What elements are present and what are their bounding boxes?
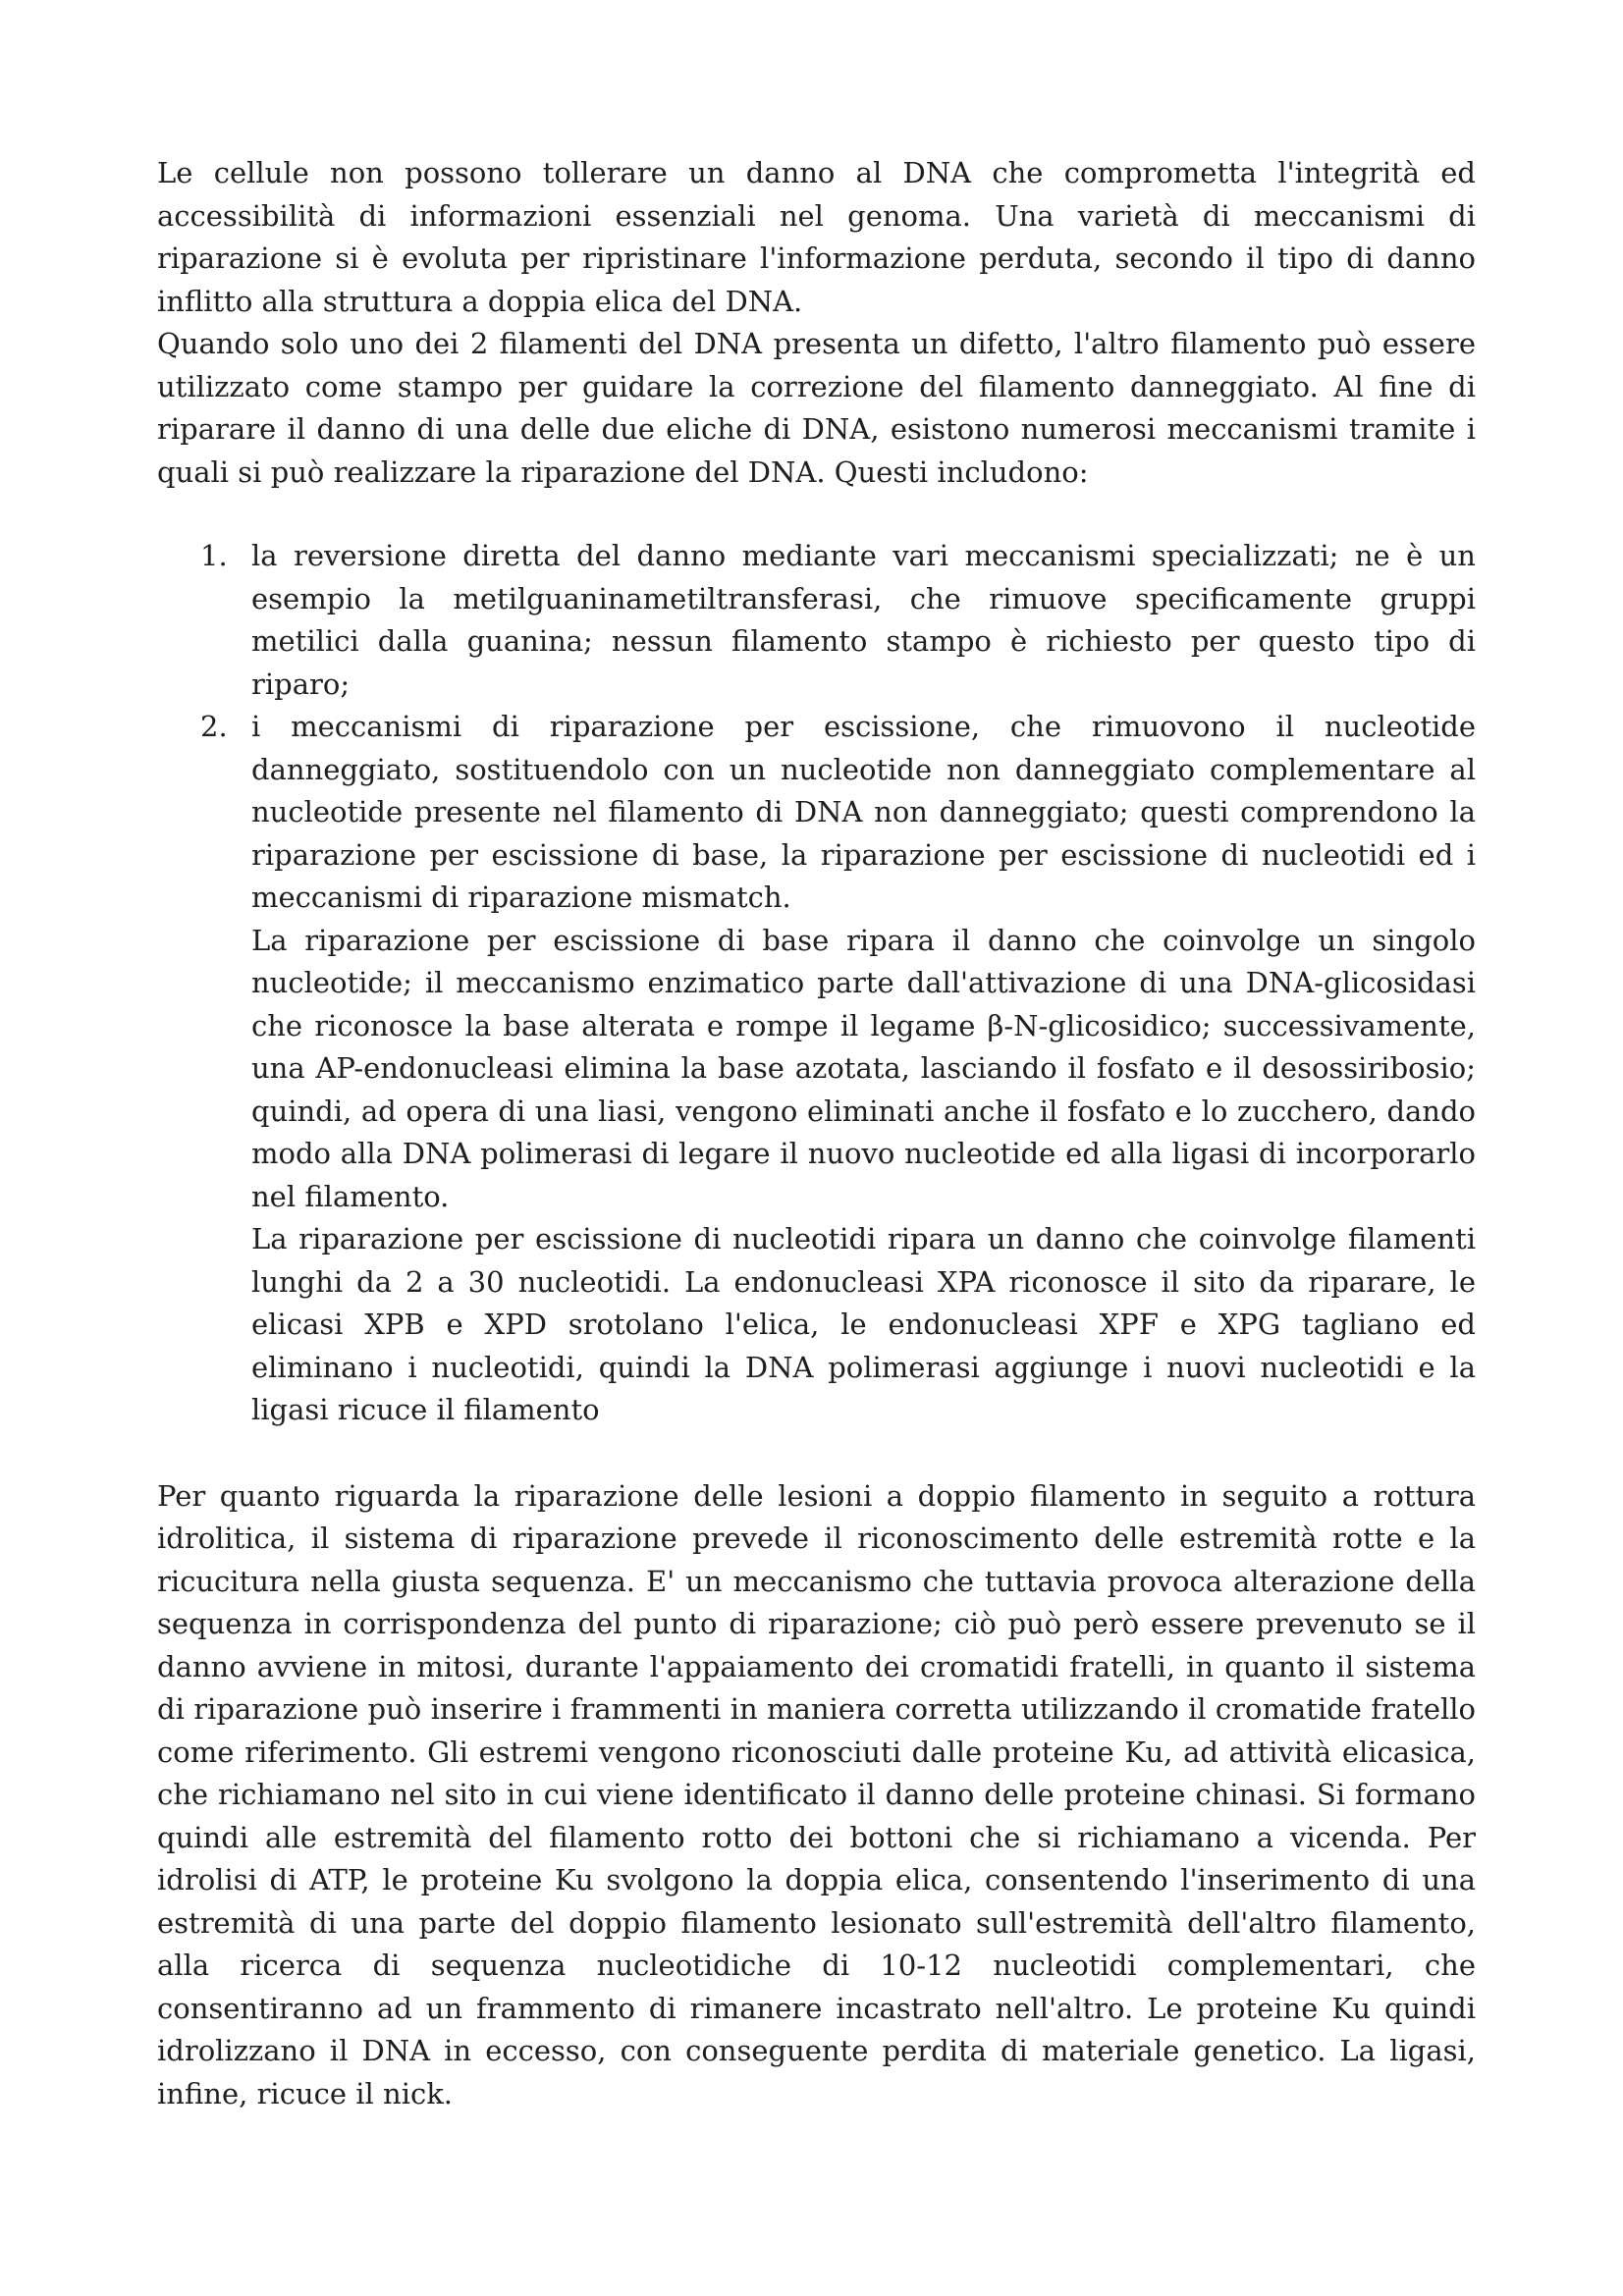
document-body <box>157 152 1476 2115</box>
list-item-text: i meccanismi di riparazione per escissione, che rimuovono il nucleotide danneggiato, sostituendolo con un nucleotide non danneggiato complementare al nucleotide presente nel filamento di DNA non danneggiato; questi comprendono la riparazione per escissione di base, la riparazione per escissione di nucleotidi ed i meccanismi di riparazione mismatch. <box>251 710 1476 914</box>
nucleotide-excision-paragraph: La riparazione per escissione di nucleotidi ripara un danno che coinvolge filamenti lunghi da 2 a 30 nucleotidi. La endonucleasi XPA riconosce il sito da riparare, le elicasi XPB e XPD srotolano l'elica, le endonucleasi XPF e XPG tagliano ed eliminano i nucleotidi, quindi la DNA polimerasi aggiunge i nuovi nucleotidi e la ligasi ricuce il filamento <box>251 1222 1476 1426</box>
list-item <box>157 535 1476 706</box>
list-item <box>157 706 1476 1432</box>
repair-mechanisms-list <box>157 535 1476 1432</box>
intro-paragraph: Le cellule non possono tollerare un danno al DNA che comprometta l'integrità ed accessibilità di informazioni essenziali nel genoma. Una varietà di meccanismi di riparazione si è evoluta per ripristinare l'informazione perduta, secondo il tipo di danno inflitto alla struttura a doppia elica del DNA. <box>157 156 1476 318</box>
list-number: 1. <box>200 539 228 572</box>
double-strand-repair-paragraph: Per quanto riguarda la riparazione delle lesioni a doppio filamento in seguito a rottura idrolitica, il sistema di riparazione prevede il riconoscimento delle estremità rotte e la ricucitura nella giusta sequenza. E' un meccanismo che tuttavia provoca alterazione della sequenza in corrispondenza del punto di riparazione; ciò può però essere prevenuto se il danno avviene in mitosi, durante l'appaiamento dei cromatidi fratelli, in quanto il sistema di riparazione può inserire i frammenti in maniera corretta utilizzando il cromatide fratello come riferimento. Gli estremi vengono riconosciuti dalle proteine Ku, ad attività elicasica, che richiamano nel sito in cui viene identificato il danno delle proteine chinasi. Si formano quindi alle estremità del filamento rotto dei bottoni che si richiamano a vicenda. Per idrolisi di ATP, le proteine Ku svolgono la doppia elica, consentendo l'inserimento di una estremità di una parte del doppio filamento lesionato sull'estremità dell'altro filamento, alla ricerca di sequenza nucleotidiche di 10-12 nucleotidi complementari, che consentiranno ad un frammento di rimanere incastrato nell'altro. Le proteine Ku quindi idrolizzano il DNA in eccesso, con conseguente perdita di materiale genetico. La ligasi, infine, ricuce il nick. <box>157 1478 1476 2110</box>
list-number: 2. <box>200 710 228 743</box>
intro-paragraph: Quando solo uno dei 2 filamenti del DNA presenta un difetto, l'altro filamento può essere utilizzato come stampo per guidare la correzione del filamento danneggiato. Al fine di riparare il danno di una delle due eliche di DNA, esistono numerosi meccanismi tramite i quali si può realizzare la riparazione del DNA. Questi includono: <box>157 327 1476 489</box>
base-excision-paragraph: La riparazione per escissione di base ripara il danno che coinvolge un singolo nucleotide; il meccanismo enzimatico parte dall'attivazione di una DNA-glicosidasi che riconosce la base alterata e rompe il legame β-N-glicosidico; successivamente, una AP-endonucleasi elimina la base azotata, lasciando il fosfato e il desossiribosio; quindi, ad opera di una liasi, vengono eliminati anche il fosfato e lo zucchero, dando modo alla DNA polimerasi di legare il nuovo nucleotide ed alla ligasi di incorporarlo nel filamento. <box>251 923 1476 1213</box>
list-item-text: la reversione diretta del danno mediante vari meccanismi specializzati; ne è un esempio la metilguaninametiltransferasi, che rimuove specificamente gruppi metilici dalla guanina; nessun filamento stampo è richiesto per questo tipo di riparo; <box>251 539 1476 701</box>
